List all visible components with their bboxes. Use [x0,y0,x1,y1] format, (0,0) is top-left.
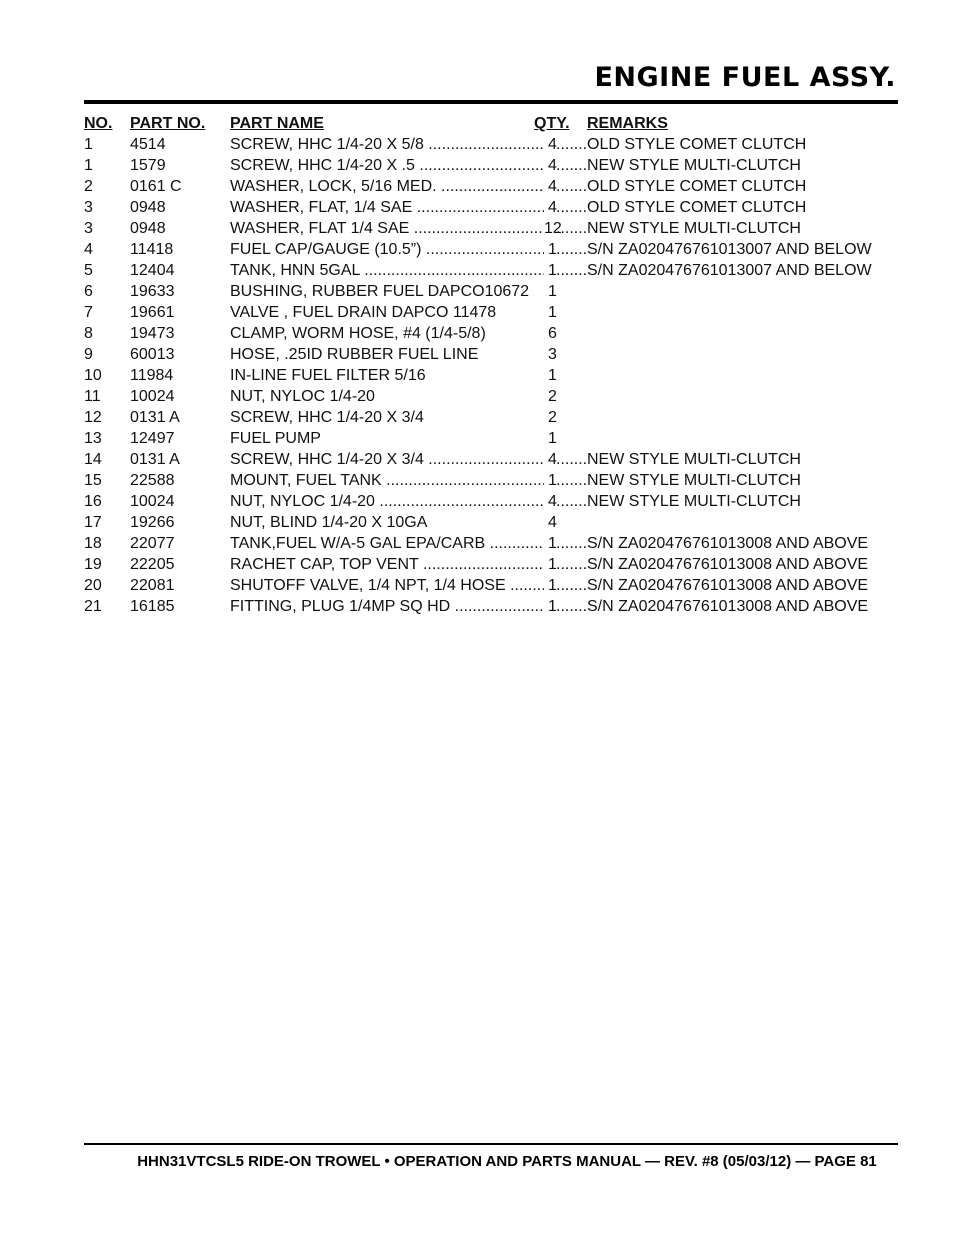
table-row [84,407,884,428]
table-row [84,302,884,323]
row-qty: 4 [548,136,557,153]
row-remarks: S/N ZA020476761013008 AND ABOVE [587,577,869,594]
row-qty: 4 [548,514,557,531]
row-part-name: SCREW, HHC 1/4-20 X .5 ..... [230,155,544,176]
row-part-no: 16185 [130,598,175,615]
row-remarks: NEW STYLE MULTI-CLUTCH [587,157,801,174]
row-leader-dots [556,596,586,617]
row-no: 5 [84,262,93,279]
row-no: 20 [84,577,102,594]
row-remarks: NEW STYLE MULTI-CLUTCH [587,451,801,468]
row-remarks: S/N ZA020476761013008 AND ABOVE [587,535,869,552]
row-part-name: SHUTOFF VALVE, 1/4 NPT, 1/4 HOSE ..... [230,575,544,596]
row-qty: 2 [548,388,557,405]
table-row [84,512,884,533]
title-rule [84,100,898,104]
row-no: 13 [84,430,102,447]
row-no: 1 [84,157,93,174]
row-qty: 12 [544,220,562,237]
table-row [84,197,884,218]
row-part-name: SCREW, HHC 1/4-20 X 3/4 [230,409,424,426]
table-row [84,386,884,407]
row-part-no: 22081 [130,577,175,594]
row-part-no: 11418 [130,241,174,258]
row-part-no: 11984 [130,367,174,384]
row-qty: 6 [548,325,557,342]
row-remarks: OLD STYLE COMET CLUTCH [587,178,807,195]
table-row [84,428,884,449]
row-qty: 1 [548,535,557,552]
row-leader-dots [556,239,586,260]
footer-rule [84,1143,898,1145]
row-part-no: 22077 [130,535,175,552]
row-remarks: S/N ZA020476761013007 AND BELOW [587,241,872,258]
row-part-name: TANK, HNN 5GAL ..... [230,260,544,281]
table-row [84,449,884,470]
table-row [84,554,884,575]
row-part-name: NUT, NYLOC 1/4-20 [230,388,375,405]
row-leader-dots [556,197,586,218]
row-qty: 1 [548,367,557,384]
row-part-no: 10024 [130,388,175,405]
table-row [84,281,884,302]
row-part-no: 22588 [130,472,175,489]
row-part-no: 19661 [130,304,175,321]
row-no: 3 [84,220,93,237]
header-no: NO. [84,115,113,132]
row-part-no: 60013 [130,346,175,363]
table-row [84,533,884,554]
table-header [84,113,884,134]
row-qty: 4 [548,178,557,195]
row-no: 21 [84,598,102,615]
header-remarks: REMARKS [587,115,668,132]
row-qty: 3 [548,346,557,363]
header-qty: QTY. [534,115,570,132]
row-qty: 4 [548,199,557,216]
row-qty: 4 [548,157,557,174]
row-qty: 1 [548,556,557,573]
row-part-no: 22205 [130,556,175,573]
row-part-name: CLAMP, WORM HOSE, #4 (1/4-5/8) [230,325,486,342]
row-no: 9 [84,346,93,363]
row-leader-dots [556,260,586,281]
row-leader-dots [556,134,586,155]
row-qty: 1 [548,241,557,258]
row-no: 4 [84,241,93,258]
row-leader-dots [556,449,586,470]
row-remarks: OLD STYLE COMET CLUTCH [587,136,807,153]
table-row [84,176,884,197]
row-part-name: FUEL CAP/GAUGE (10.5”) ..... [230,239,544,260]
table-row [84,155,884,176]
row-part-name: WASHER, FLAT 1/4 SAE ..... [230,218,544,239]
row-no: 14 [84,451,102,468]
row-part-name: FITTING, PLUG 1/4MP SQ HD ..... [230,596,544,617]
row-part-no: 0131 A [130,451,180,468]
row-leader-dots [556,575,586,596]
row-part-name: BUSHING, RUBBER FUEL DAPCO10672 [230,283,530,300]
row-remarks: S/N ZA020476761013008 AND ABOVE [587,556,869,573]
row-part-no: 10024 [130,493,175,510]
row-qty: 1 [548,430,557,447]
row-part-no: 0948 [130,220,166,237]
table-row [84,260,884,281]
row-leader-dots [556,155,586,176]
row-remarks: NEW STYLE MULTI-CLUTCH [587,220,801,237]
row-part-no: 19633 [130,283,175,300]
row-no: 10 [84,367,102,384]
row-part-name: FUEL PUMP [230,430,321,447]
row-leader-dots [556,491,586,512]
table-row [84,239,884,260]
page-title: ENGINE FUEL ASSY. [594,62,896,93]
row-part-no: 0161 C [130,178,182,195]
row-qty: 1 [548,304,557,321]
row-no: 11 [84,388,101,405]
table-row [84,134,884,155]
row-leader-dots [556,176,586,197]
header-part-no: PART NO. [130,115,206,132]
row-no: 6 [84,283,93,300]
row-part-name: SCREW, HHC 1/4-20 X 3/4 ..... [230,449,544,470]
row-part-name: MOUNT, FUEL TANK ..... [230,470,544,491]
row-part-no: 4514 [130,136,166,153]
row-part-no: 1579 [130,157,166,174]
row-no: 8 [84,325,93,342]
row-no: 1 [84,136,93,153]
row-no: 7 [84,304,93,321]
table-row [84,218,884,239]
page-footer: HHN31VTCSL5 RIDE-ON TROWEL • OPERATION AND PARTS MANUAL — REV. #8 (05/03/12) — PAGE 81 [137,1153,877,1170]
row-qty: 1 [548,598,557,615]
row-no: 18 [84,535,102,552]
row-part-name: TANK,FUEL W/A-5 GAL EPA/CARB ..... [230,533,544,554]
row-part-no: 19266 [130,514,175,531]
row-part-name: HOSE, .25ID RUBBER FUEL LINE [230,346,479,363]
row-part-no: 0131 A [130,409,180,426]
row-part-name: WASHER, LOCK, 5/16 MED. ..... [230,176,544,197]
table-row [84,344,884,365]
row-qty: 2 [548,409,557,426]
row-no: 16 [84,493,102,510]
table-row [84,323,884,344]
row-qty: 1 [548,283,557,300]
row-part-name: NUT, NYLOC 1/4-20 ..... [230,491,544,512]
table-row [84,596,884,617]
table-row [84,575,884,596]
row-part-name: WASHER, FLAT, 1/4 SAE ..... [230,197,544,218]
row-no: 3 [84,199,93,216]
row-leader-dots [556,218,586,239]
parts-table [84,113,884,617]
row-part-name: IN-LINE FUEL FILTER 5/16 [230,367,426,384]
row-part-name: RACHET CAP, TOP VENT ..... [230,554,544,575]
row-qty: 1 [548,262,557,279]
table-row [84,470,884,491]
row-leader-dots [556,533,586,554]
row-no: 12 [84,409,102,426]
row-remarks: NEW STYLE MULTI-CLUTCH [587,472,801,489]
row-remarks: S/N ZA020476761013008 AND ABOVE [587,598,869,615]
row-remarks: OLD STYLE COMET CLUTCH [587,199,807,216]
row-remarks: S/N ZA020476761013007 AND BELOW [587,262,872,279]
row-part-no: 19473 [130,325,175,342]
header-part-name: PART NAME [230,115,324,132]
row-no: 19 [84,556,102,573]
row-part-name: NUT, BLIND 1/4-20 X 10GA [230,514,428,531]
row-no: 17 [84,514,102,531]
table-body [84,134,884,617]
table-row [84,365,884,386]
row-qty: 1 [548,472,557,489]
table-row [84,491,884,512]
row-qty: 4 [548,493,557,510]
row-qty: 1 [548,577,557,594]
row-remarks: NEW STYLE MULTI-CLUTCH [587,493,801,510]
row-leader-dots [556,554,586,575]
row-part-no: 0948 [130,199,166,216]
row-qty: 4 [548,451,557,468]
row-part-no: 12497 [130,430,175,447]
row-leader-dots [556,470,586,491]
row-no: 2 [84,178,93,195]
row-part-name: SCREW, HHC 1/4-20 X 5/8 ..... [230,134,544,155]
row-part-no: 12404 [130,262,175,279]
row-no: 15 [84,472,102,489]
row-part-name: VALVE , FUEL DRAIN DAPCO 11478 [230,304,497,321]
